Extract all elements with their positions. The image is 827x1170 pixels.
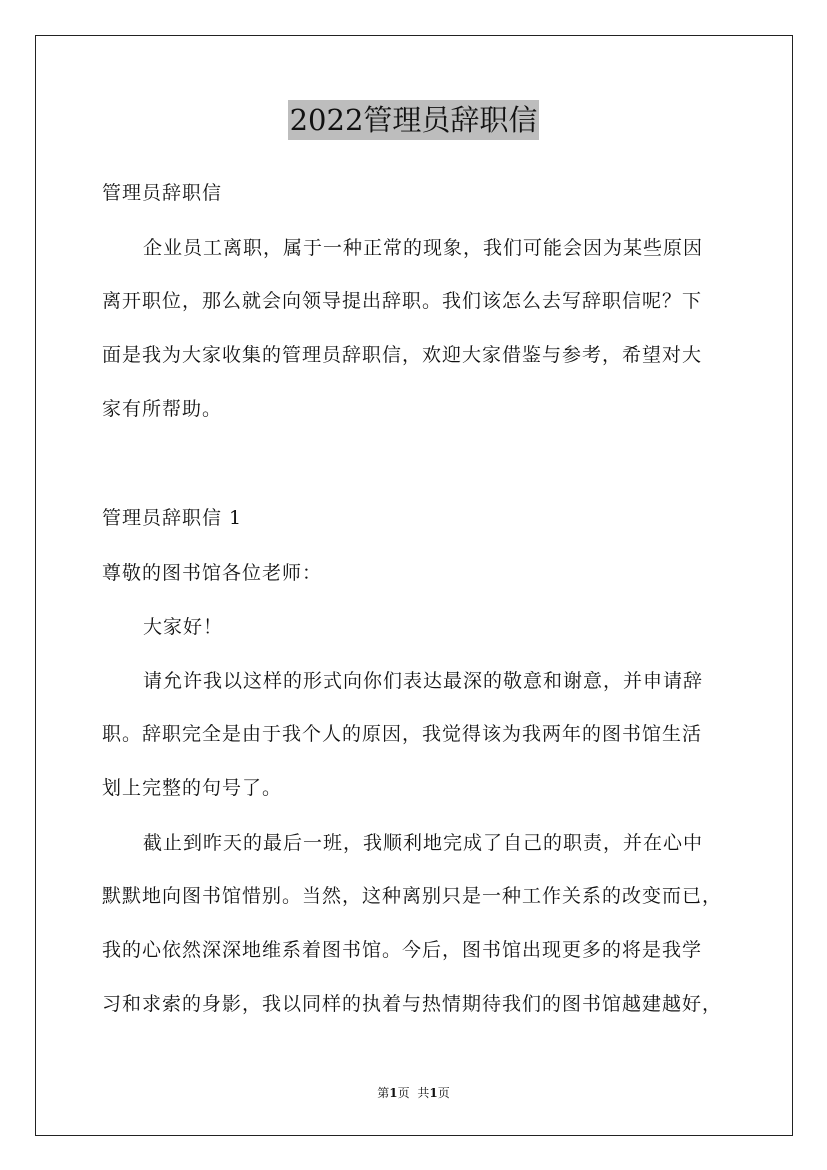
para1-line-3: 划上完整的句号了。	[102, 777, 283, 799]
footer-page-suffix: 页	[397, 1086, 410, 1100]
salutation: 尊敬的图书馆各位老师：	[102, 562, 323, 584]
footer-total-suffix: 页	[437, 1086, 450, 1100]
footer-page-number: 1	[389, 1086, 398, 1100]
intro-line-2: 离开职位，那么就会向领导提出辞职。我们该怎么去写辞职信呢？下	[102, 290, 703, 312]
para2-line-4: 习和求索的身影，我以同样的执着与热情期待我们的图书馆越建越好，	[102, 993, 723, 1015]
para2-line-1: 截止到昨天的最后一班，我顺利地完成了自己的职责，并在心中	[143, 832, 704, 854]
footer-total-number: 1	[429, 1086, 438, 1100]
footer-page-prefix: 第	[377, 1086, 390, 1100]
document-title: 2022管理员辞职信	[288, 100, 540, 140]
letter-heading: 管理员辞职信 1	[102, 507, 243, 529]
intro-line-3: 面是我为大家收集的管理员辞职信，欢迎大家借鉴与参考，希望对大	[102, 344, 703, 366]
para2-line-3: 我的心依然深深地维系着图书馆。今后，图书馆出现更多的将是我学	[102, 939, 703, 961]
para2-line-2: 默默地向图书馆惜别。当然，这种离别只是一种工作关系的改变而已，	[102, 885, 723, 907]
intro-line-4: 家有所帮助。	[102, 398, 223, 420]
intro-line-1: 企业员工离职，属于一种正常的现象，我们可能会因为某些原因	[143, 237, 704, 259]
footer-total-prefix: 共	[417, 1086, 430, 1100]
section-heading: 管理员辞职信	[102, 182, 223, 204]
para1-line-1: 请允许我以这样的形式向你们表达最深的敬意和谢意，并申请辞	[143, 670, 704, 692]
page-footer	[0, 1085, 827, 1101]
greeting: 大家好！	[143, 616, 224, 638]
document-title-wrapper	[0, 100, 827, 140]
para1-line-2: 职。辞职完全是由于我个人的原因，我觉得该为我两年的图书馆生活	[102, 723, 703, 745]
